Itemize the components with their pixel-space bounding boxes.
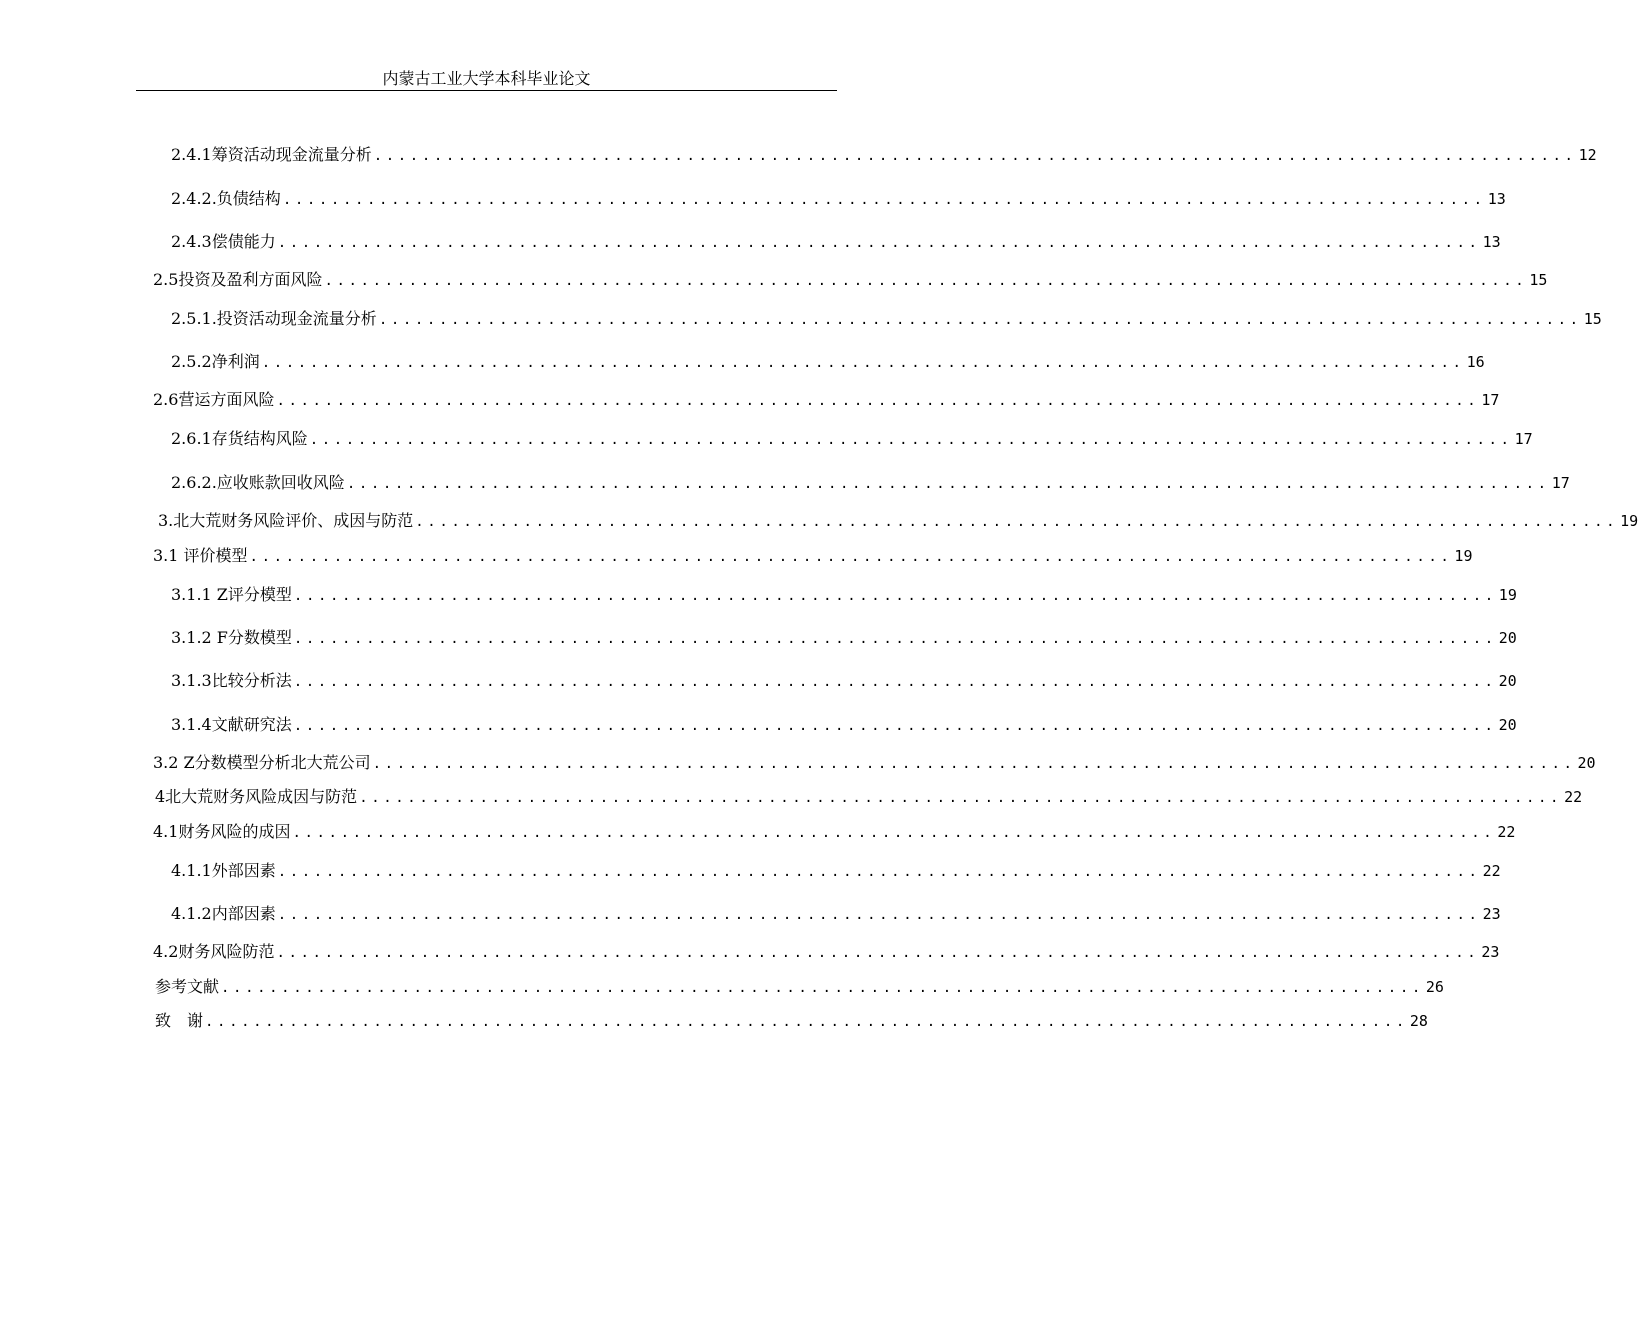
toc-leader-dots: .................................................................................................... — [221, 980, 1424, 996]
toc-entry[interactable] — [171, 584, 1517, 606]
toc-entry-page: 20 — [1577, 754, 1596, 772]
toc-entry-page: 22 — [1564, 788, 1583, 806]
toc-entry-page: 19 — [1498, 586, 1517, 604]
toc-entry-page: 20 — [1498, 629, 1517, 647]
toc-entry[interactable] — [153, 269, 1548, 291]
toc-entry-label: 4.1.1外部因素 — [171, 861, 276, 880]
toc-entry-label: 2.6.2.应收账款回收风险 — [171, 473, 345, 492]
toc-leader-dots: .................................................................................................... — [261, 355, 1465, 371]
toc-entry-label: 3.1.4文献研究法 — [171, 715, 292, 734]
toc-entry-label: 2.4.2.负债结构 — [171, 189, 281, 208]
toc-entry[interactable] — [171, 472, 1570, 494]
toc-entry[interactable] — [158, 510, 1638, 532]
toc-entry-label: 3.1.3比较分析法 — [171, 671, 292, 690]
toc-entry-label: 3.1 评价模型 — [153, 546, 248, 565]
toc-leader-dots: .................................................................................................... — [346, 476, 1550, 492]
toc-entry-label: 3.1.2 F分数模型 — [171, 628, 292, 647]
toc-leader-dots: .................................................................................................... — [293, 674, 1497, 690]
toc-leader-dots: .................................................................................................... — [373, 148, 1577, 164]
toc-entry-label: 2.4.3偿债能力 — [171, 232, 276, 251]
toc-entry-page: 17 — [1514, 430, 1533, 448]
header-title: 内蒙古工业大学本科毕业论文 — [382, 69, 591, 88]
toc-entry[interactable] — [155, 786, 1583, 808]
toc-entry[interactable] — [171, 627, 1517, 649]
toc-entry-label: 2.5.1.投资活动现金流量分析 — [171, 309, 377, 328]
toc-leader-dots: .................................................................................................... — [293, 718, 1497, 734]
toc-entry-page: 20 — [1498, 672, 1517, 690]
toc-leader-dots: .................................................................................................... — [292, 825, 1496, 841]
toc-entry-label: 2.6营运方面风险 — [153, 390, 275, 409]
toc-entry[interactable] — [171, 144, 1597, 166]
toc-entry-label: 4.2财务风险防范 — [153, 942, 275, 961]
toc-entry[interactable] — [171, 903, 1501, 925]
toc-entry-page: 19 — [1620, 512, 1638, 530]
toc-entry-page: 26 — [1425, 978, 1444, 996]
toc-entry-label: 3.北大荒财务风险评价、成因与防范 — [158, 511, 414, 530]
toc-entry[interactable] — [171, 428, 1533, 450]
toc-entry-page: 19 — [1454, 547, 1473, 565]
toc-entry[interactable] — [171, 860, 1501, 882]
toc-entry-label: 参考文献 — [155, 977, 220, 996]
toc-entry[interactable] — [153, 821, 1516, 843]
toc-entry[interactable] — [153, 545, 1473, 567]
toc-leader-dots: .................................................................................................... — [277, 864, 1481, 880]
toc-entry[interactable] — [171, 714, 1517, 736]
toc-entry[interactable] — [171, 670, 1517, 692]
toc-entry-page: 17 — [1481, 391, 1500, 409]
toc-leader-dots: .................................................................................................... — [249, 549, 1453, 565]
toc-entry-page: 28 — [1409, 1012, 1428, 1030]
toc-entry[interactable] — [153, 941, 1500, 963]
toc-leader-dots: .................................................................................................... — [309, 432, 1513, 448]
toc-entry-page: 16 — [1466, 353, 1485, 371]
toc-entry-label: 4.1.2内部因素 — [171, 904, 276, 923]
toc-entry-page: 15 — [1583, 310, 1602, 328]
toc-entry-page: 15 — [1529, 271, 1548, 289]
toc-entry-label: 4北大荒财务风险成因与防范 — [155, 787, 358, 806]
toc-leader-dots: .................................................................................................... — [359, 790, 1563, 806]
toc-entry-page: 13 — [1487, 190, 1506, 208]
toc-entry[interactable] — [153, 752, 1596, 774]
toc-entry[interactable] — [171, 308, 1602, 330]
toc-entry-label: 2.5投资及盈利方面风险 — [153, 270, 323, 289]
toc-leader-dots: .................................................................................................... — [282, 192, 1486, 208]
toc-entry-page: 12 — [1578, 146, 1597, 164]
toc-entry-label: 3.2 Z分数模型分析北大荒公司 — [153, 753, 371, 772]
toc-leader-dots: .................................................................................................... — [276, 945, 1480, 961]
toc-entry[interactable] — [171, 188, 1506, 210]
toc-entry[interactable] — [155, 1010, 1428, 1032]
toc-entry[interactable] — [153, 389, 1500, 411]
toc-leader-dots: .................................................................................................... — [372, 756, 1576, 772]
toc-entry-page: 20 — [1498, 716, 1517, 734]
toc-leader-dots: .................................................................................................... — [205, 1014, 1408, 1030]
toc-entry-page: 13 — [1482, 233, 1501, 251]
toc-leader-dots: .................................................................................................... — [324, 273, 1528, 289]
toc-leader-dots: .................................................................................................... — [293, 588, 1497, 604]
toc-entry-label: 4.1财务风险的成因 — [153, 822, 291, 841]
toc-entry-page: 23 — [1482, 905, 1501, 923]
toc-leader-dots: .................................................................................................... — [277, 235, 1481, 251]
toc-leader-dots: .................................................................................................... — [415, 514, 1619, 530]
toc-entry-page: 23 — [1481, 943, 1500, 961]
toc-entry[interactable] — [171, 231, 1501, 253]
toc-entry[interactable] — [155, 976, 1444, 998]
toc-leader-dots: .................................................................................................... — [277, 907, 1481, 923]
toc-entry-label: 2.5.2净利润 — [171, 352, 260, 371]
toc-entry-page: 17 — [1551, 474, 1570, 492]
toc-entry-label: 2.4.1筹资活动现金流量分析 — [171, 145, 372, 164]
toc-entry-page: 22 — [1497, 823, 1516, 841]
toc-leader-dots: .................................................................................................... — [276, 393, 1480, 409]
toc-entry[interactable] — [171, 351, 1485, 373]
toc-leader-dots: .................................................................................................... — [378, 312, 1582, 328]
toc-entry-page: 22 — [1482, 862, 1501, 880]
toc-entry-label: 2.6.1存货结构风险 — [171, 429, 308, 448]
toc-entry-label: 致 谢 — [155, 1011, 204, 1030]
toc-leader-dots: .................................................................................................... — [293, 631, 1497, 647]
toc-entry-label: 3.1.1 Z评分模型 — [171, 585, 292, 604]
